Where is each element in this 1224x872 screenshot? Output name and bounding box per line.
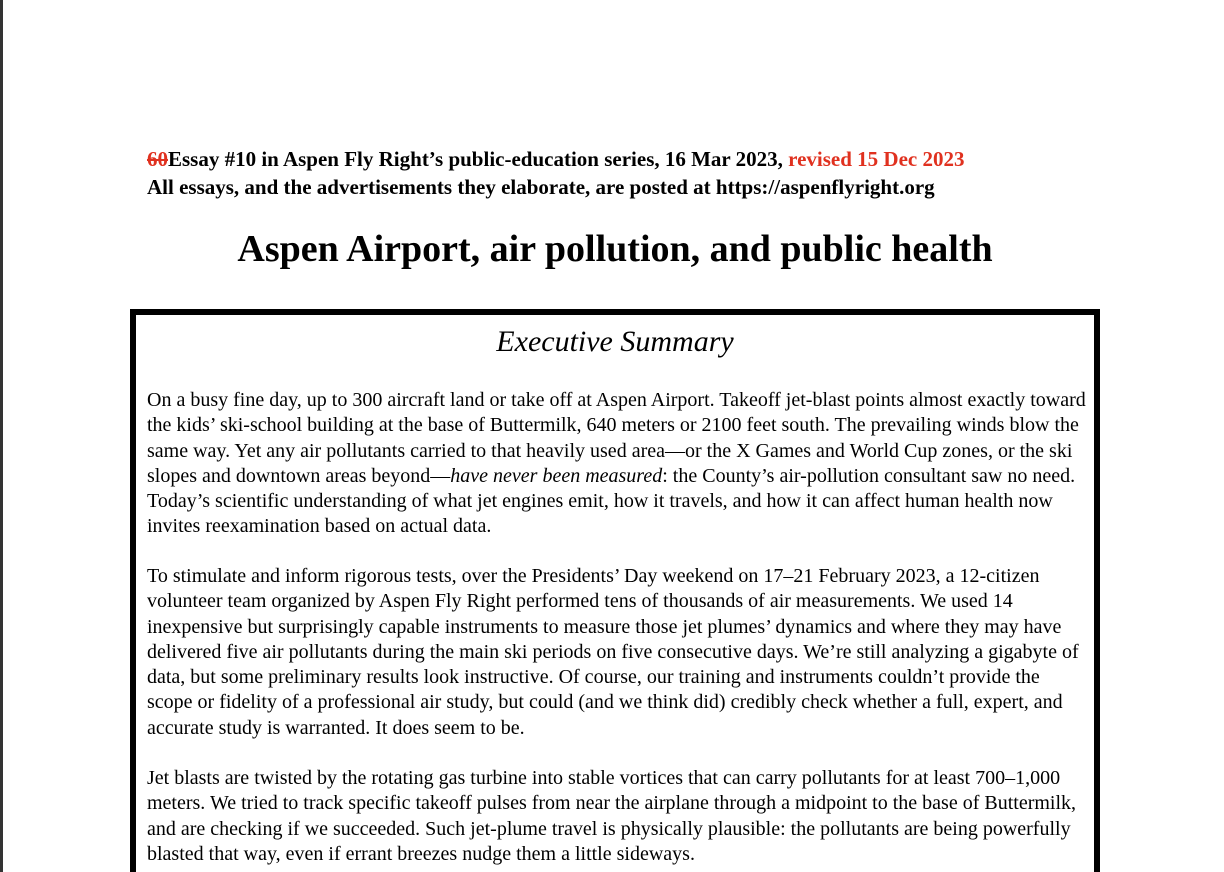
paragraph-1-text-b: : the County’s air-pollution consultant saw no need. Today’s scientific understanding of what jet engines emit, how it travels, and how it can affect human health now invites reexamination based on actual data. xyxy=(147,464,1076,538)
paragraph-1-text-a: On a busy fine day, up to 300 aircraft land or take off at Aspen Airport. Takeoff jet-blast points almost exactly toward the kids’ ski-school building at the base of Buttermilk, 640 meters or 2100 feet south. The prevailing winds blow the same way. Yet any air pollutants carried to that heavily used area—or the X Games and World Cup zones, or the ski slopes and downtown areas beyond— xyxy=(147,389,1086,487)
essay-series-text: Essay #10 in Aspen Fly Right’s public-education series, 16 Mar 2023, xyxy=(168,147,789,171)
page-edge xyxy=(0,0,3,872)
summary-paragraph-1 xyxy=(147,388,1087,540)
header-line-2: All essays, and the advertisements they elaborate, are posted at https://aspenflyright.org xyxy=(147,175,935,199)
summary-heading: Executive Summary xyxy=(496,325,734,358)
struck-essay-number: 60 xyxy=(147,147,168,171)
paragraph-1-emphasis: have never been measured xyxy=(450,464,663,487)
summary-paragraph-2: To stimulate and inform rigorous tests, over the Presidents’ Day weekend on 17–21 February 2023, a 12-citizen volunteer team organized by Aspen Fly Right performed tens of thousands of air measurements. We used 14 inexpensive but surprisingly capable instruments to measure those jet plumes’ dynamics and where they may have delivered five air pollutants during the main ski periods on five consecutive days. We’re still analyzing a gigabyte of data, but some preliminary results look instructive. Of course, our training and instruments couldn’t provide the scope or fidelity of a professional air study, but could (and we think did) credibly check whether a full, expert, and accurate study is warranted. It does seem to be. xyxy=(147,565,1079,739)
essay-header xyxy=(147,145,1147,201)
summary-paragraph-3: Jet blasts are twisted by the rotating gas turbine into stable vortices that can carry pollutants for at least 700–1,000 meters. We tried to track specific takeoff pulses from near the airplane through a midpoint to the base of Buttermilk, and are checking if we succeeded. Such jet-plume travel is physically plausible: the pollutants are being powerfully blasted that way, even if errant breezes nudge them a little sideways. xyxy=(147,767,1077,865)
header-line-1 xyxy=(147,145,1147,173)
page-title: Aspen Airport, air pollution, and public health xyxy=(237,228,993,270)
executive-summary-box xyxy=(130,309,1100,872)
revision-date: revised 15 Dec 2023 xyxy=(788,147,965,171)
